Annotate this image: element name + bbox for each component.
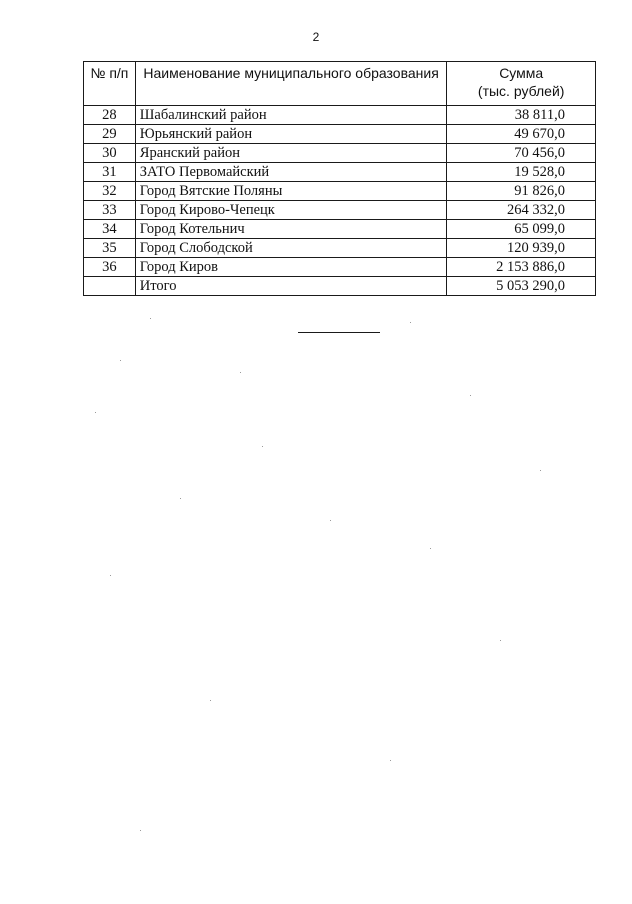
- row-number: 28: [84, 106, 136, 125]
- row-municipality: Город Слободской: [135, 239, 447, 258]
- row-sum: 65 099,0: [447, 220, 596, 239]
- row-sum: 38 811,0: [447, 106, 596, 125]
- row-municipality: ЗАТО Первомайский: [135, 163, 447, 182]
- header-sum: [447, 62, 596, 106]
- total-row: [84, 277, 596, 296]
- row-sum: 19 528,0: [447, 163, 596, 182]
- total-number: [84, 277, 136, 296]
- header-number: № п/п: [84, 62, 136, 106]
- row-number: 33: [84, 201, 136, 220]
- row-sum: 120 939,0: [447, 239, 596, 258]
- table-row: [84, 144, 596, 163]
- table-row: [84, 182, 596, 201]
- row-number: 35: [84, 239, 136, 258]
- table-row: [84, 125, 596, 144]
- header-sum-title: Сумма: [499, 65, 544, 81]
- row-number: 29: [84, 125, 136, 144]
- table-row: [84, 258, 596, 277]
- row-number: 30: [84, 144, 136, 163]
- row-sum: 264 332,0: [447, 201, 596, 220]
- table-header-row: [84, 62, 596, 106]
- row-municipality: Город Вятские Поляны: [135, 182, 447, 201]
- table-row: [84, 163, 596, 182]
- table-row: [84, 106, 596, 125]
- row-municipality: Шабалинский район: [135, 106, 447, 125]
- total-sum: 5 053 290,0: [447, 277, 596, 296]
- allocation-table: [83, 61, 596, 296]
- row-sum: 2 153 886,0: [447, 258, 596, 277]
- row-sum: 49 670,0: [447, 125, 596, 144]
- table-row: [84, 220, 596, 239]
- row-municipality: Яранский район: [135, 144, 447, 163]
- row-sum: 91 826,0: [447, 182, 596, 201]
- row-municipality: Город Киров: [135, 258, 447, 277]
- row-number: 31: [84, 163, 136, 182]
- table-row: [84, 201, 596, 220]
- row-number: 32: [84, 182, 136, 201]
- row-municipality: Юрьянский район: [135, 125, 447, 144]
- row-sum: 70 456,0: [447, 144, 596, 163]
- total-label: Итого: [135, 277, 447, 296]
- row-municipality: Город Котельнич: [135, 220, 447, 239]
- table-row: [84, 239, 596, 258]
- header-municipality: Наименование муниципального образования: [135, 62, 447, 106]
- page-number: 2: [312, 30, 320, 44]
- closing-rule: [298, 332, 380, 333]
- row-municipality: Город Кирово-Чепецк: [135, 201, 447, 220]
- row-number: 34: [84, 220, 136, 239]
- header-sum-unit: (тыс. рублей): [477, 83, 565, 99]
- row-number: 36: [84, 258, 136, 277]
